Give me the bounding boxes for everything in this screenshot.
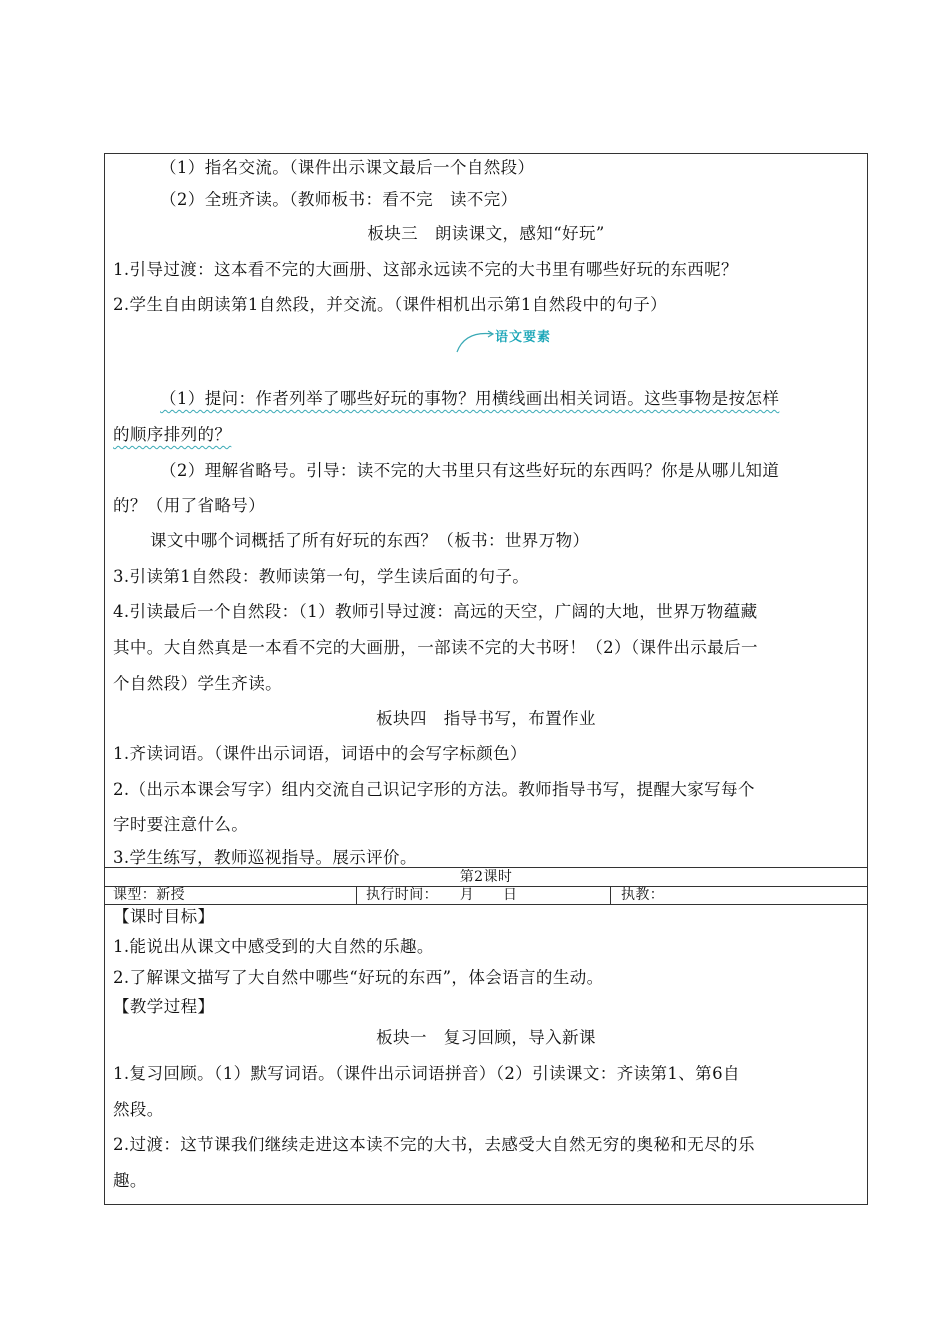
section-heading: 板块三 朗读课文，感知“好玩” [367,224,605,243]
section-heading: 板块一 复习回顾，导入新课 [376,1028,596,1047]
section-heading: 板块四 指导书写，布置作业 [376,709,596,728]
lesson-type: 课型：新授 [113,887,185,903]
text-line: （2）理解省略号。引导：读不完的大书里只有这些好玩的东西吗？你是从哪儿知道 [160,461,780,480]
lesson-time: 执行时间： 月 日 [366,887,518,903]
text-line: 个自然段）学生齐读。 [113,674,282,693]
text-line: 3.学生练写，教师巡视指导。展示评价。 [113,848,417,867]
text-line: 趣。 [113,1171,147,1190]
section-label: 【教学过程】 [113,997,215,1016]
table-rule [356,886,357,904]
text-line: 4.引读最后一个自然段：（1）教师引导过渡：高远的天空，广阔的大地，世界万物蕴藏 [113,602,758,621]
table-rule [610,886,611,904]
text-line: 然段。 [113,1100,164,1119]
text-line [113,423,863,447]
text-line: 的？（用了省略号） [113,496,266,515]
underlined-question: （1）提问：作者列举了哪些好玩的事物？用横线画出相关词语。这些事物是按怎样 [160,389,780,408]
text-line: 2.了解课文描写了大自然中哪些“好玩的东西”，体会语言的生动。 [113,968,604,987]
underlined-question: 的顺序排列的？ [113,425,232,444]
text-line: （2）全班齐读。（教师板书：看不完 读不完） [160,190,518,209]
lesson-title: 第2课时 [459,869,513,885]
text-line: 其中。大自然真是一本看不完的大画册，一部读不完的大书呀！（2）（课件出示最后一 [113,638,758,657]
text-line: 1.引导过渡：这本看不完的大画册、这部永远读不完的大书里有哪些好玩的东西呢？ [113,260,738,279]
text-line: 字时要注意什么。 [113,815,249,834]
lesson-teacher: 执教： [621,887,665,903]
annotation-label: 语文要素 [495,330,552,345]
section-label: 【课时目标】 [113,907,215,926]
text-line: 2.过渡：这节课我们继续走进这本读不完的大书，去感受大自然无穷的奥秘和无尽的乐 [113,1135,755,1154]
text-line: 3.引读第1自然段：教师读第一句，学生读后面的句子。 [113,567,530,586]
text-line: 1.能说出从课文中感受到的大自然的乐趣。 [113,937,434,956]
text-line: 2.学生自由朗读第1自然段，并交流。（课件相机出示第1自然段中的句子） [113,295,667,314]
text-line: 2.（出示本课会写字）组内交流自己识记字形的方法。教师指导书写，提醒大家写每个 [113,780,755,799]
text-line: 课文中哪个词概括了所有好玩的东西？（板书：世界万物） [150,531,590,550]
language-element-annotation [455,322,575,356]
text-line: 1.复习回顾。（1）默写词语。（课件出示词语拼音）（2）引读课文：齐读第1、第6自 [113,1064,740,1083]
text-line [160,387,910,411]
text-line: （1）指名交流。（课件出示课文最后一个自然段） [160,158,535,177]
text-line: 1.齐读词语。（课件出示词语，词语中的会写字标颜色） [113,744,527,763]
